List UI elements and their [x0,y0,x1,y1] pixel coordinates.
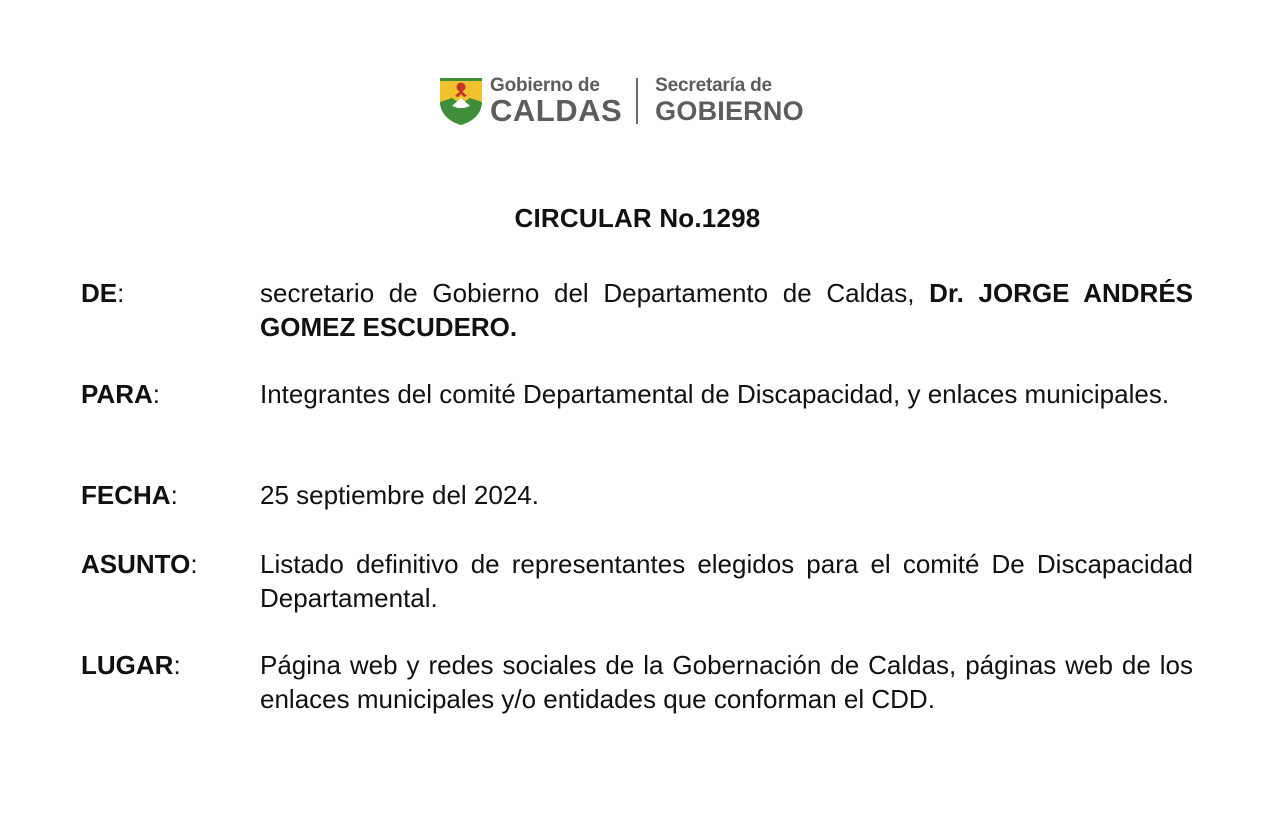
label-colon: : [173,650,181,680]
label-de: DE [81,278,118,308]
label-colon: : [117,278,125,308]
label-para: PARA [81,379,153,409]
label-lugar: LUGAR [81,650,174,680]
logo-right-text [655,76,804,126]
field-label-de [81,276,124,310]
label-colon: : [170,480,178,510]
logo-divider [636,78,638,124]
field-label-asunto [81,547,198,581]
logo-left-line1: Gobierno de [490,75,600,96]
field-value-para: Integrantes del comité Departamental de Discapacidad, y enlaces municipales. [260,379,1170,409]
field-value-lugar: Página web y redes sociales de la Gobernación de Caldas, páginas web de los enlaces municipales y/o entidades que conforman el CDD. [260,650,1193,714]
caldas-shield-icon [438,76,484,126]
label-colon: : [190,549,198,579]
label-colon: : [152,379,160,409]
field-label-para [81,377,160,411]
field-label-fecha [81,478,178,512]
field-value-de [260,276,1193,344]
logo-right-line1: Secretaría de [655,75,772,96]
circular-title: CIRCULAR No.1298 [514,203,761,233]
value-de-text: secretario de Gobierno del Departamento de Caldas, [260,278,930,308]
field-value-fecha: 25 septiembre del 2024. [260,480,539,510]
label-asunto: ASUNTO [81,549,191,579]
logo-left-line2: CALDAS [490,93,623,128]
label-fecha: FECHA [81,480,171,510]
field-value-asunto: Listado definitivo de representantes elegidos para el comité De Discapacidad Departamental. [260,549,1193,613]
header-logo [438,74,804,128]
logo-left-text [490,76,622,126]
logo-right-line2: GOBIERNO [655,96,804,126]
field-label-lugar [81,648,181,682]
value-de-bold: Dr. JORGE ANDRÉS GOMEZ ESCUDERO. [260,278,1193,342]
